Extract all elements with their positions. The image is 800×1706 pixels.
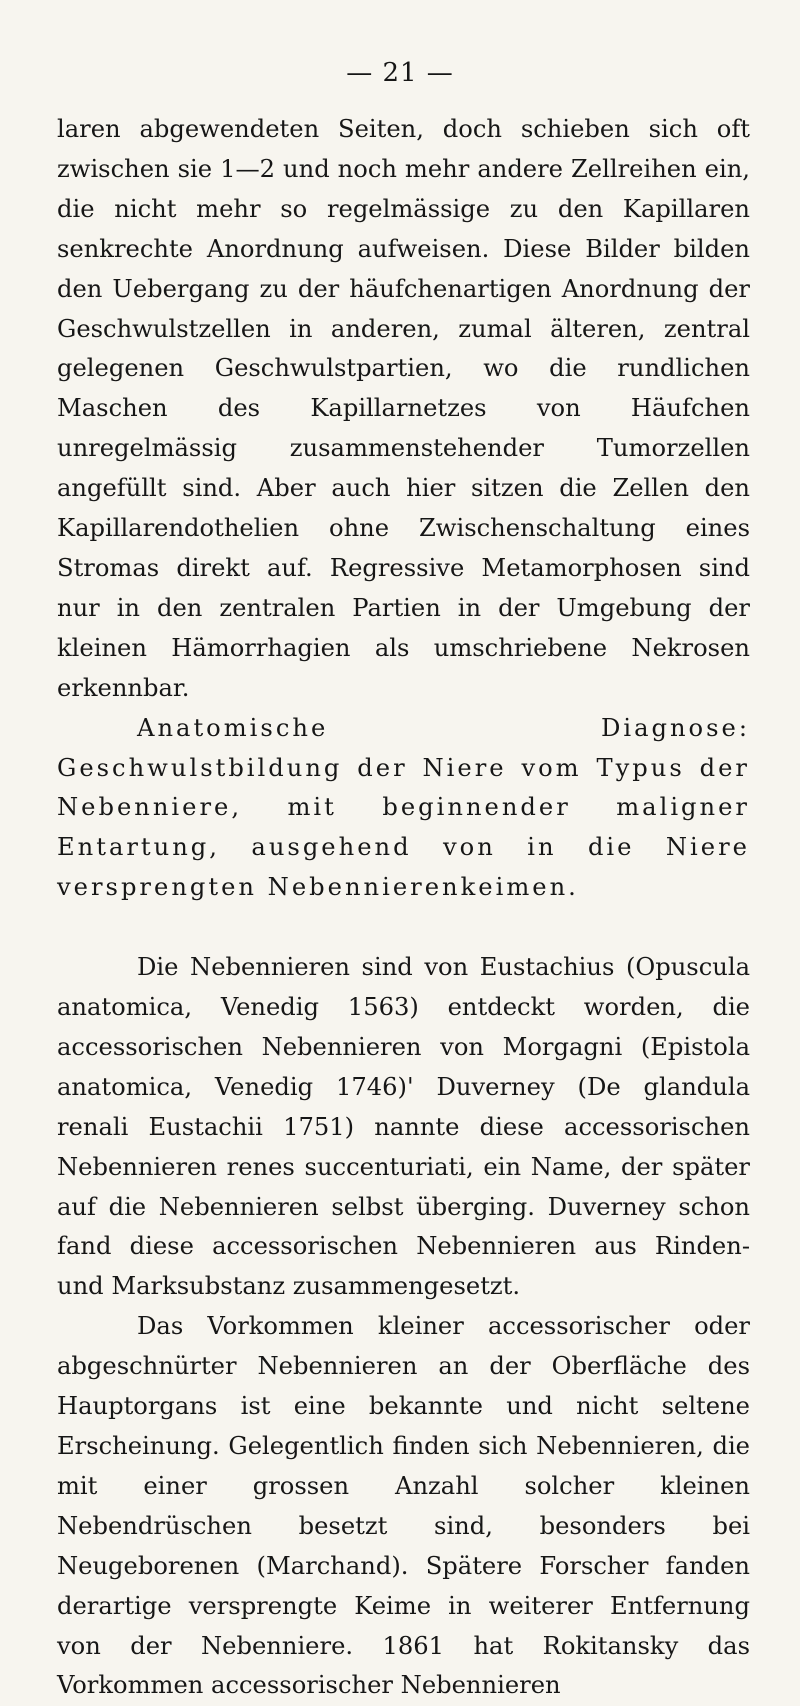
body-text xyxy=(57,110,750,1706)
paragraph-tumor-description: laren abgewendeten Seiten, doch schieben sich oft zwischen sie 1—2 und noch mehr andere Zellreihen ein, die nicht mehr so regelmässige zu den Kapillaren senkrechte Anordnung aufweisen. Diese Bilder bilden den Uebergang zu der häufchenartigen Anordnung der Geschwulstzellen in anderen, zumal älteren, zentral gelegenen Geschwulstpartien, wo die rundlichen Maschen des Kapillarnetzes von Häufchen unregelmässig zusammenstehender Tumorzellen angefüllt sind. Aber auch hier sitzen die Zellen den Kapillarendothelien ohne Zwischenschaltung eines Stromas direkt auf. Regressive Metamorphosen sind nur in den zentralen Partien in der Umgebung der kleinen Hämorrhagien als umschriebene Nekrosen erkennbar. xyxy=(57,115,750,702)
page-number: — 21 — xyxy=(346,58,454,88)
paragraph-anatomical-diagnosis: Anatomische Diagnose: Geschwulstbildung der Niere vom Typus der Nebenniere, mit beginnender maligner Entartung, ausgehend von in die Niere versprengten Nebennierenkeimen. xyxy=(57,713,750,902)
paragraph-history: Die Nebennieren sind von Eustachius (Opuscula anatomica, Venedig 1563) entdeckt worden, die accessorischen Nebennieren von Morgagni (Epistola anatomica, Venedig 1746)' Duverney (De glandula renali Eustachii 1751) nannte diese accessorischen Nebennieren renes succenturiati, ein Name, der später auf die Nebennieren selbst überging. Duverney schon fand diese accessorischen Nebennieren aus Rinden- und Marksubstanz zusammengesetzt. xyxy=(57,953,750,1301)
paragraph-occurrence: Das Vorkommen kleiner accessorischer oder abgeschnürter Nebennieren an der Oberfläche des Hauptorgans ist eine bekannte und nicht seltene Erscheinung. Gelegentlich finden sich Nebennieren, die mit einer grossen Anzahl solcher kleinen Nebendrüschen besetzt sind, besonders bei Neugeborenen (Marchand). Spätere Forscher fanden derartige versprengte Keime in weiterer Entfernung von der Nebenniere. 1861 hat Rokitansky das Vorkommen accessorischer Nebennieren xyxy=(57,1312,750,1700)
